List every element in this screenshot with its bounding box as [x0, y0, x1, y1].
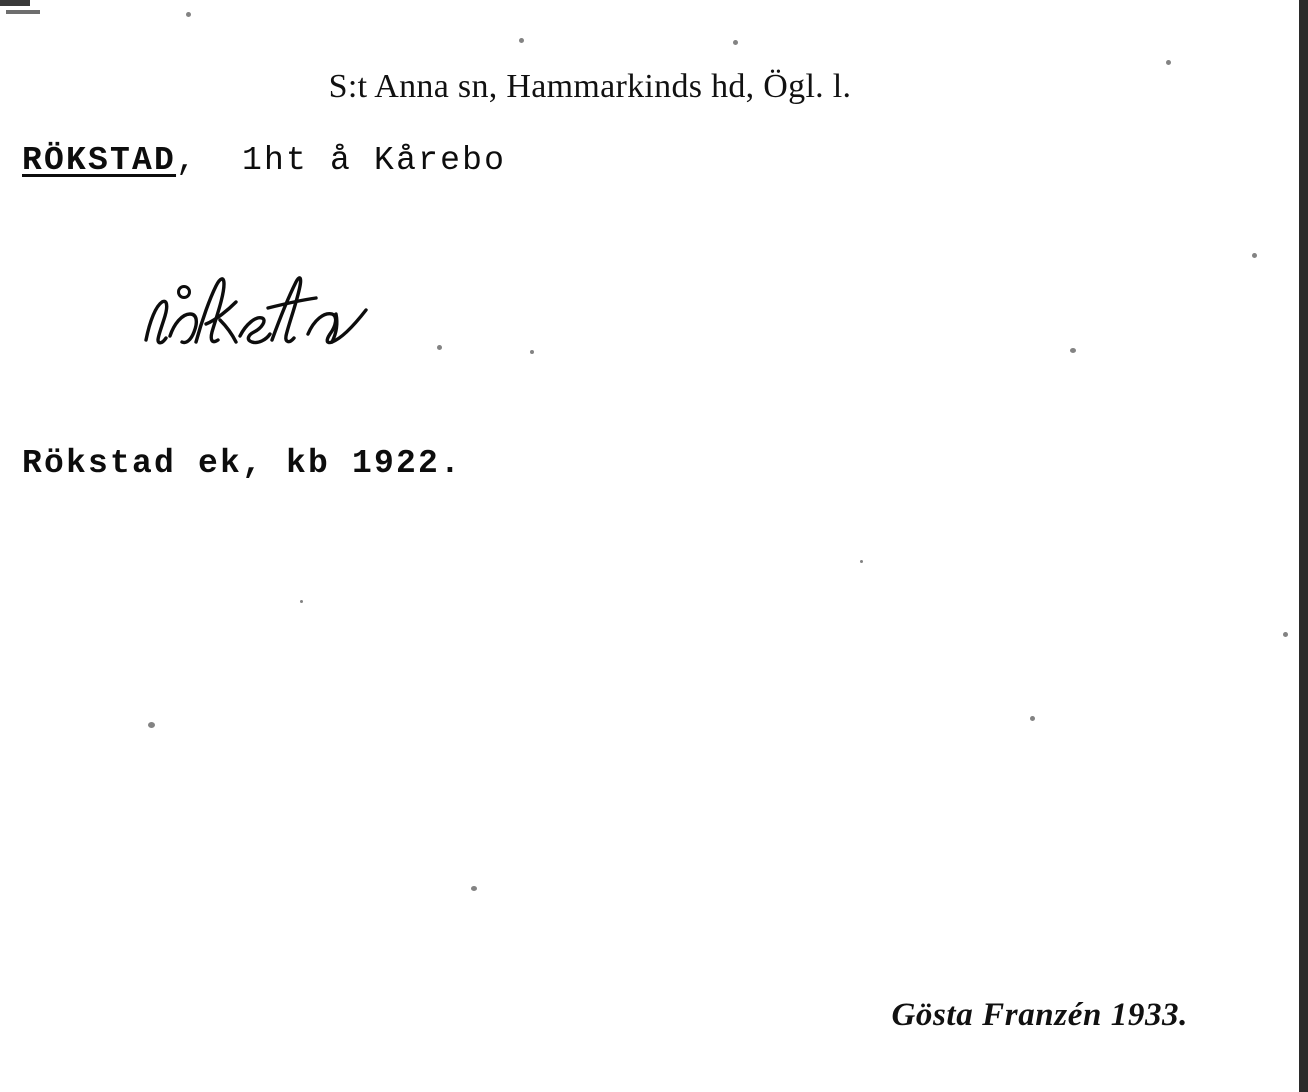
dust-speck	[471, 886, 477, 891]
dust-speck	[148, 722, 155, 728]
scan-edge-right	[1299, 0, 1308, 1092]
scan-edge-right-gap	[1295, 0, 1299, 1092]
handwritten-pronunciation	[140, 262, 400, 372]
dust-speck	[186, 12, 191, 17]
dust-speck	[1166, 60, 1171, 65]
headword-qualifier: , 1ht å Kårebo	[176, 142, 507, 179]
dust-speck	[1283, 632, 1288, 637]
dust-speck	[1252, 253, 1257, 258]
dust-speck	[530, 350, 534, 354]
dust-speck	[437, 345, 442, 350]
collector-signature: Gösta Franzén 1933.	[891, 997, 1188, 1033]
source-note: Rökstad ek, kb 1922.	[22, 445, 463, 482]
scan-artifact-top-left	[0, 0, 30, 6]
dust-speck	[1070, 348, 1076, 353]
dust-speck	[733, 40, 738, 45]
dust-speck	[519, 38, 524, 43]
parish-district-header: S:t Anna sn, Hammarkinds hd, Ögl. l.	[328, 68, 852, 105]
handwriting-strokes	[140, 262, 400, 372]
dust-speck	[1030, 716, 1035, 721]
headword: RÖKSTAD	[22, 142, 177, 179]
dust-speck	[300, 600, 303, 603]
headword-line	[22, 142, 506, 179]
scan-artifact-top-left-secondary	[6, 10, 40, 14]
dust-speck	[860, 560, 863, 563]
